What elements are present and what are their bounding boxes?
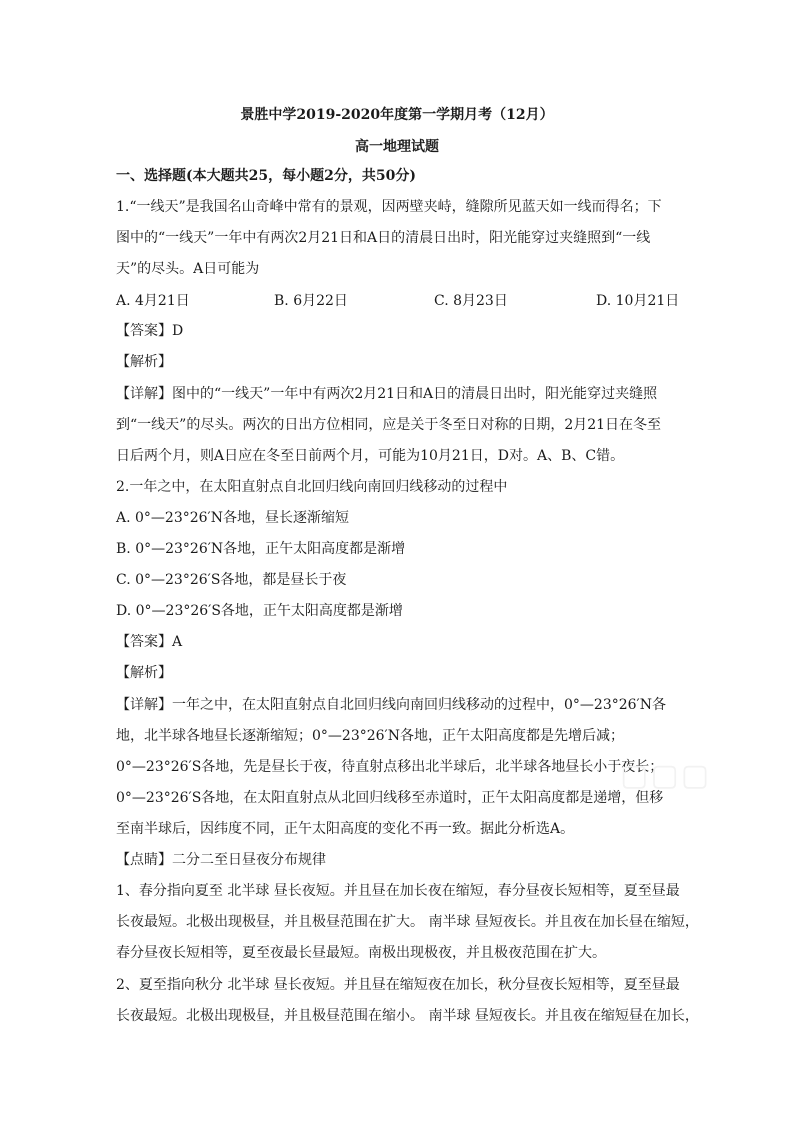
q1-option-c: C. 8月23日 bbox=[434, 293, 508, 309]
q1-answer: 【答案】D bbox=[116, 323, 184, 339]
q2-tip-line: 长夜最短。北极出现极昼，并且极昼范围在扩大。 南半球 昼短夜长。并且夜在加长昼在缩短， bbox=[116, 914, 699, 930]
q1-stem-line: 图中的“一线天”一年中有两次2月21日和A日的清晨日出时，阳光能穿过夹缝照到“一线 bbox=[116, 230, 651, 246]
q2-tip-line: 2、夏至指向秋分 北半球 昼长夜短。并且昼在缩短夜在加长，秋分昼夜长短相等，夏至昼最 bbox=[116, 977, 680, 993]
q2-stem: 2.一年之中，在太阳直射点自北回归线向南回归线移动的过程中 bbox=[116, 479, 508, 495]
page-title: 景胜中学2019-2020年度第一学期月考（12月） bbox=[240, 107, 554, 123]
q1-detail-line: 日后两个月，则A日应在冬至日前两个月，可能为10月21日，D对。A、B、C错。 bbox=[116, 448, 625, 464]
q2-option-b: B. 0°—23°26′N各地，正午太阳高度都是渐增 bbox=[116, 541, 406, 557]
q1-stem-line: 1.“一线天”是我国名山奇峰中常有的景观，因两壁夹峙，缝隙所见蓝天如一线而得名；下 bbox=[116, 199, 662, 215]
q2-tip-line: 春分昼夜长短相等，夏至夜最长昼最短。南极出现极夜，并且极夜范围在扩大。 bbox=[116, 945, 606, 961]
q1-option-b: B. 6月22日 bbox=[274, 293, 348, 309]
q2-option-c: C. 0°—23°26′S各地，都是昼长于夜 bbox=[116, 572, 347, 588]
q1-analysis-label: 【解析】 bbox=[116, 354, 172, 370]
q1-option-d: D. 10月21日 bbox=[596, 293, 680, 309]
q2-answer: 【答案】A bbox=[116, 634, 183, 650]
q2-analysis-label: 【解析】 bbox=[116, 665, 172, 681]
q1-stem-line: 天”的尽头。A日可能为 bbox=[116, 261, 260, 277]
q1-option-a: A. 4月21日 bbox=[116, 293, 190, 309]
q2-detail-line: 【详解】一年之中，在太阳直射点自北回归线向南回归线移动的过程中，0°—23°26′N各 bbox=[116, 697, 666, 713]
q2-detail-line: 0°—23°26′S各地，在太阳直射点从北回归线移至赤道时，正午太阳高度都是递增，但移 bbox=[116, 790, 664, 806]
q1-detail-line: 【详解】图中的“一线天”一年中有两次2月21日和A日的清晨日出时，阳光能穿过夹缝照 bbox=[116, 386, 658, 402]
q2-option-a: A. 0°—23°26′N各地，昼长逐渐缩短 bbox=[116, 510, 349, 526]
q2-tip-line: 1、春分指向夏至 北半球 昼长夜短。并且昼在加长夜在缩短，春分昼夜长短相等，夏至昼最 bbox=[116, 883, 680, 899]
q1-detail-line: 到“一线天”的尽头。两次的日出方位相同，应是关于冬至日对称的日期，2月21日在冬至 bbox=[116, 417, 662, 433]
q2-detail-line: 地，北半球各地昼长逐渐缩短；0°—23°26′N各地，正午太阳高度都是先增后减； bbox=[116, 728, 624, 744]
q2-detail-line: 至南半球后，因纬度不同，正午太阳高度的变化不再一致。据此分析选A。 bbox=[116, 821, 575, 837]
q2-tip-heading: 【点睛】二分二至日昼夜分布规律 bbox=[116, 852, 326, 868]
page-subtitle: 高一地理试题 bbox=[355, 139, 439, 155]
q2-option-d: D. 0°—23°26′S各地，正午太阳高度都是渐增 bbox=[116, 603, 403, 619]
q2-tip-line: 长夜最短。北极出现极昼，并且极昼范围在缩小。 南半球 昼短夜长。并且夜在缩短昼在加长， bbox=[116, 1008, 699, 1024]
section-heading: 一、选择题(本大题共25，每小题2分，共50分) bbox=[116, 168, 416, 184]
faint-watermark: ▢▢▢ bbox=[620, 758, 712, 793]
q2-detail-line: 0°—23°26′S各地，先是昼长于夜，待直射点移出北半球后，北半球各地昼长小于夜长； bbox=[116, 759, 664, 775]
